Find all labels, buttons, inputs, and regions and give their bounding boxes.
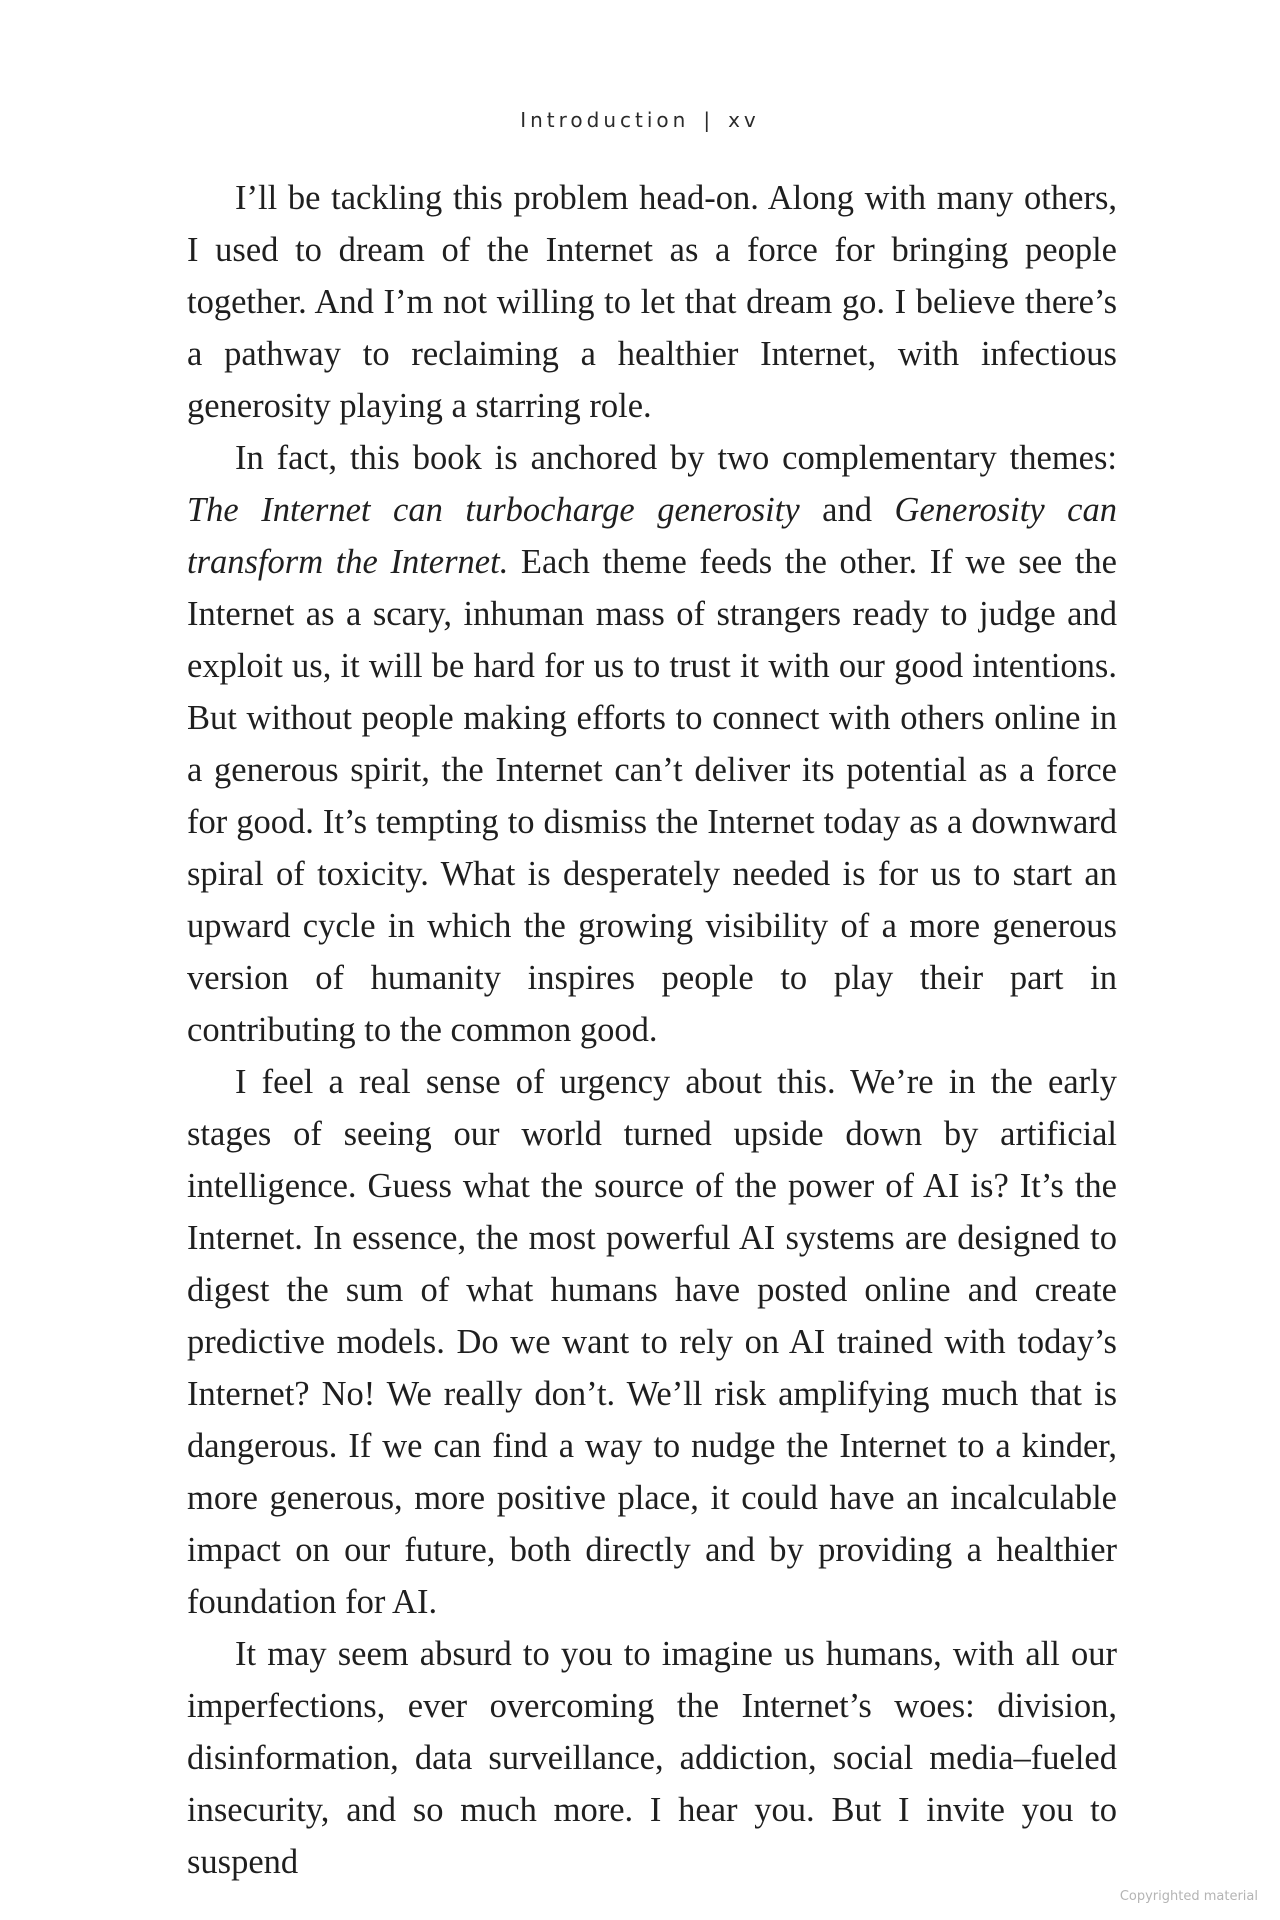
section-title: Introduction [520,108,690,132]
paragraph-2-lead: In fact, this book is anchored by two complementary themes: [235,439,1117,477]
theme-two-italic: Generosity can transform the Internet. [187,491,1117,581]
paragraph-4: It may seem absurd to you to imagine us humans, with all our imperfections, ever overcoming the Internet’s woes: division, disinformation, data surveillance, addiction, social media–fueled insecurity, and so much more. I hear you. But I invite you to suspend [187,1635,1117,1881]
page-number: xv [728,108,760,132]
paragraph-2-rest: Each theme feeds the other. If we see the Internet as a scary, inhuman mass of strangers ready to judge and exploit us, it will be hard for us to trust it with our good intentions. But without people making efforts to connect with others online in a generous spirit, the Internet can’t deliver its potential as a force for good. It’s tempting to dismiss the Internet today as a downward spiral of toxicity. What is desperately needed is for us to start an upward cycle in which the growing visibility of a more generous version of humanity inspires people to play their part in contributing to the common good. [187,543,1117,1049]
paragraph-2-connector: and [799,491,895,529]
paragraph-2 [187,432,1117,1056]
copyright-watermark: Copyrighted material [1119,1889,1258,1904]
paragraph-1: I’ll be tackling this problem head-on. Along with many others, I used to dream of the Internet as a force for bringing people together. And I’m not willing to let that dream go. I believe there’s a pathway to reclaiming a healthier Internet, with infectious generosity playing a starring role. [187,179,1117,425]
paragraph-3: I feel a real sense of urgency about this. We’re in the early stages of seeing our world turned upside down by artificial intelligence. Guess what the source of the power of AI is? It’s the Internet. In essence, the most powerful AI systems are designed to digest the sum of what humans have posted online and create predictive models. Do we want to rely on AI trained with today’s Internet? No! We really don’t. We’ll risk amplifying much that is dangerous. If we can find a way to nudge the Internet to a kinder, more generous, more positive place, it could have an incalculable impact on our future, both directly and by providing a healthier foundation for AI. [187,1063,1117,1621]
running-header [0,108,1280,132]
header-separator: | [703,108,715,132]
body-text [187,172,1117,1888]
theme-one-italic: The Internet can turbocharge generosity [187,491,800,529]
